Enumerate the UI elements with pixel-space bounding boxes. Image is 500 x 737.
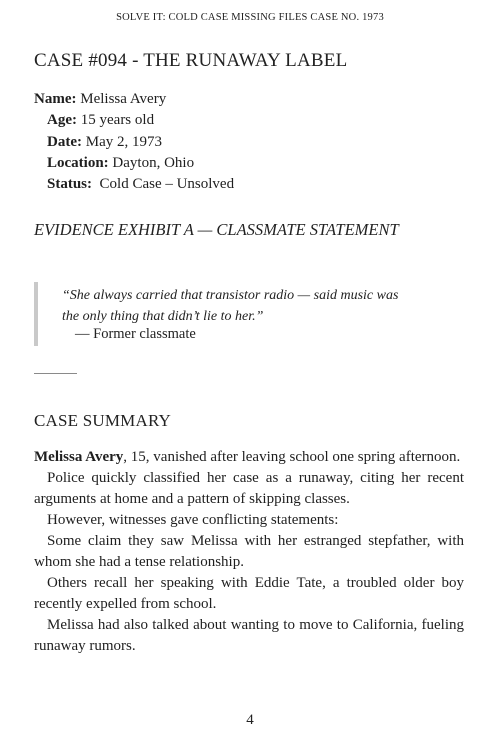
- field-date-label: Date:: [47, 133, 82, 150]
- case-fields: [34, 89, 454, 195]
- summary-lead-rest: , 15, vanished after leaving school one spring afternoon.: [123, 449, 461, 465]
- summary-paragraph: Police quickly classified her case as a runaway, citing her recent arguments at home and a pattern of skipping classes.: [34, 470, 464, 507]
- page-number: 4: [246, 712, 254, 728]
- quote-attribution: — Former classmate: [75, 326, 196, 342]
- field-age-label: Age:: [47, 112, 77, 129]
- field-status-value: Cold Case – Unsolved: [92, 176, 235, 193]
- summary-lead-name: Melissa Avery: [34, 449, 124, 465]
- field-date-value: May 2, 1973: [81, 133, 162, 150]
- field-location-label: Location:: [47, 154, 109, 171]
- section-divider: [34, 373, 77, 374]
- summary-paragraph: Melissa had also talked about wanting to move to California, fueling runaway rumors.: [34, 617, 464, 654]
- quote-line-2: the only thing that didn’t lie to her.”: [62, 309, 264, 324]
- summary-paragraph: However, witnesses gave conflicting statements:: [47, 512, 339, 528]
- field-name-value: Melissa Avery: [76, 91, 167, 107]
- quote-text: [62, 285, 452, 327]
- case-summary: [34, 447, 464, 657]
- field-name-label: Name:: [34, 91, 77, 107]
- case-title: CASE #094 - THE RUNAWAY LABEL: [34, 50, 348, 71]
- field-age-value: 15 years old: [77, 112, 155, 129]
- field-date: [34, 132, 454, 153]
- field-status: [34, 174, 454, 195]
- field-location-value: Dayton, Ohio: [108, 154, 195, 171]
- field-status-label: Status:: [47, 176, 93, 193]
- summary-paragraph-lead: [34, 447, 464, 468]
- field-location: [34, 153, 454, 174]
- classmate-quote: [34, 282, 458, 346]
- summary-paragraph: Others recall her speaking with Eddie Tate, a troubled older boy recently expelled from school.: [34, 575, 464, 612]
- running-header: SOLVE IT: COLD CASE MISSING FILES CASE NO. 1973: [116, 12, 384, 23]
- evidence-heading: EVIDENCE EXHIBIT A — CLASSMATE STATEMENT: [34, 220, 399, 239]
- field-age: [34, 110, 454, 131]
- field-name: [34, 89, 454, 110]
- quote-line-1: “She always carried that transistor radio — said music was: [62, 288, 399, 303]
- summary-heading: CASE SUMMARY: [34, 411, 172, 430]
- summary-paragraph: Some claim they saw Melissa with her estranged stepfather, with whom she had a tense relationship.: [34, 533, 464, 570]
